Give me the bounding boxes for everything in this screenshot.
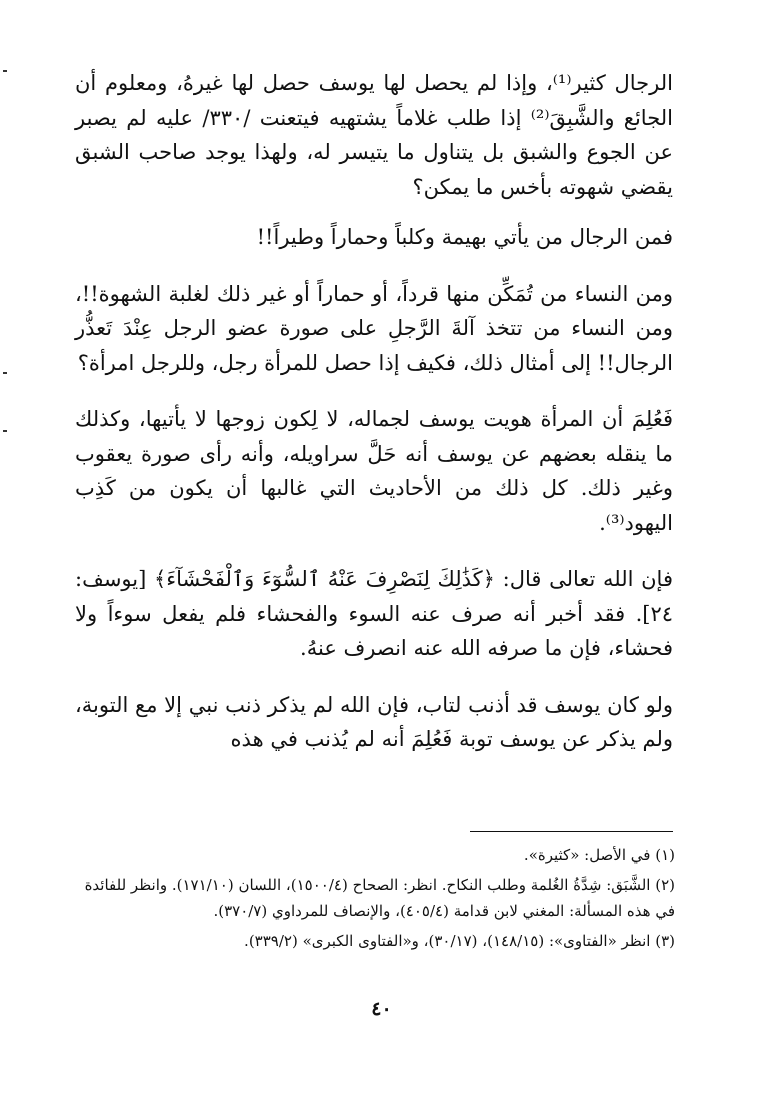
paragraph: فإن الله تعالى قال: ﴿كَذَٰلِكَ لِنَصْرِفَ عَنْهُ ٱلسُّوٓءَ وَٱلْفَحْشَآءَ﴾ [يوسف: ٢٤]. فقد أخبر أنه صرف عنه السوء والفحشاء فلم يفعل سوءاً ولا فحشاء، فإن ما صرفه الله عنه انصرف عنهُ. [75, 567, 673, 660]
footnote: (١) في الأصل: «كثيرة». [523, 846, 675, 864]
margin-scan-mark [3, 70, 7, 72]
paragraph: ومن النساء من تُمَكِّن منها قرداً، أو حماراً أو غير ذلك لغلبة الشهوة!!، ومن النساء من تتخذ آلةَ الرَّجلِ على صورة عضو الرجل عِنْدَ تَعذُّر الرجال!! إلى أمثال ذلك، فكيف إذا حصل للمرأة رجل، وللرجل امرأة؟ [75, 281, 673, 375]
margin-scan-mark [3, 372, 7, 374]
main-text [75, 66, 673, 757]
paragraph: فمن الرجال من يأتي بهيمة وكلباً وحماراً وطيراً!! [256, 225, 673, 249]
paragraph: فَعُلِمَ أن المرأة هويت يوسف لجماله، لا لِكون زوجها لا يأتيها، وكذلك ما ينقله بعضهم عن يوسف أنه حَلَّ سراويله، وأنه رأى صورة يعقوب وغير ذلك. كل ذلك من الأحاديث التي غالبها أن يكون من كَذِب اليهود⁽³⁾. [75, 407, 673, 535]
paragraph: الرجال كثير⁽¹⁾، وإذا لم يحصل لها يوسف حصل لها غيرهُ، ومعلوم أن الجائع والشَّبِقَ⁽²⁾ إذا طلب غلاماً يشتهيه فيتعنت /٣٣٠/ عليه لم يصبر عن الجوع والشبق بل يتناول ما يتيسر له، ولهذا يوجد صاحب الشبق يقضي شهوته بأخس ما يمكن؟ [75, 71, 673, 199]
margin-scan-mark [3, 430, 7, 432]
footnotes [75, 842, 675, 954]
page-number: ٤٠ [371, 998, 392, 1020]
footnote-separator [470, 831, 673, 832]
paragraph: ولو كان يوسف قد أذنب لتاب، فإن الله لم يذكر ذنب نبي إلا مع التوبة، ولم يذكر عن يوسف توبة فَعُلِمَ أنه لم يُذنب في هذه [75, 692, 673, 751]
footnote: (٢) الشَّبَق: شِدَّةُ الغُلمة وطلب النكاح. انظر: الصحاح (١٥٠٠/٤)، اللسان (١٧١/١٠). وانظر للفائدة في هذه المسألة: المغني لابن قدامة (٤٠٥/٤)، والإنصاف للمرداوي (٣٧٠/٧). [84, 876, 675, 920]
footnote: (٣) انظر «الفتاوى»: (١٤٨/١٥)، (٣٠/١٧)، و«الفتاوى الكبرى» (٣٣٩/٢). [244, 932, 675, 950]
